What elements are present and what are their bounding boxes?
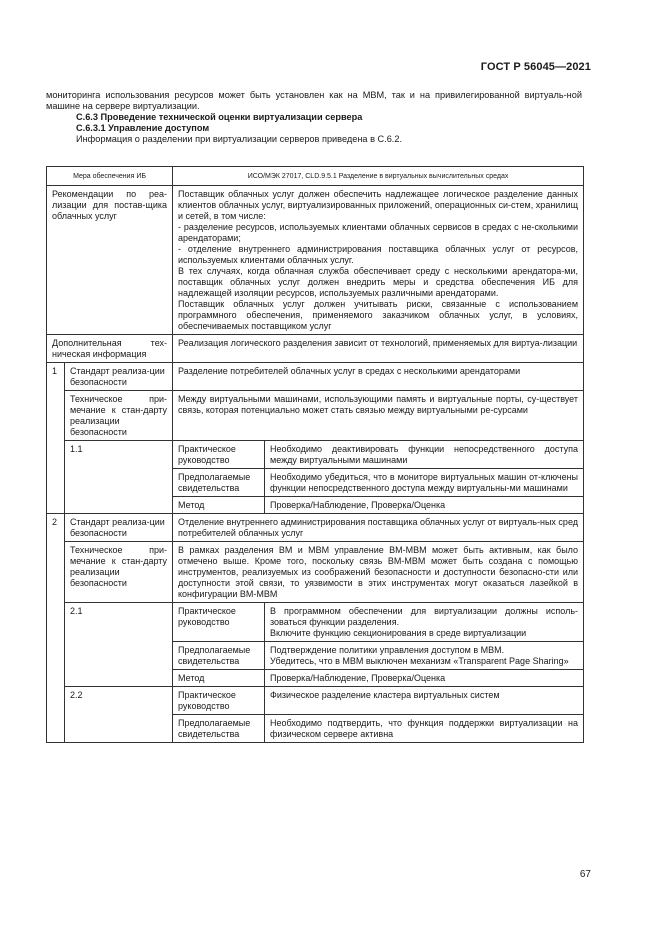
recommendations-line: - отделение внутреннего администрирования поставщика облачных услуг от ресурсов, используемых клиентами облачных услуг. <box>178 244 579 265</box>
standard-row <box>47 363 584 391</box>
additional-info-label: Дополнительная тех-ническая информация <box>47 335 173 363</box>
item-row-text: Необходимо деактивировать функции непосредственного доступа между виртуальными машинами <box>265 441 584 469</box>
tech-note-text: Между виртуальными машинами, использующими память и виртуальные порты, су-ществует связь, которая потенциально может стать связью между виртуальными ре-сурсами <box>173 391 584 441</box>
item-row-label: Метод <box>173 497 265 514</box>
item-row-text <box>265 603 584 642</box>
continuation-paragraph: мониторинга использования ресурсов может быть установлен как на МВМ, так и на привилегированной виртуаль-ной машине на сервере виртуализации. <box>46 90 582 111</box>
item-row-label: Практическое руководство <box>173 687 265 715</box>
col-header-standard: ИСО/МЭК 27017, CLD.9.5.1 Разделение в виртуальных вычислительных средах <box>173 167 584 186</box>
table-header-row <box>47 167 584 186</box>
item-row-label: Предполагаемые свидетельства <box>173 642 265 670</box>
item-row-label: Метод <box>173 670 265 687</box>
tech-note-label: Техническое при-мечание к стан-дарту реализации безопасности <box>65 391 173 441</box>
item-row-line: Убедитесь, что в МВМ выключен механизм «Transparent Page Sharing» <box>270 656 569 666</box>
intro-text <box>46 90 582 145</box>
page-number: 67 <box>579 869 591 880</box>
subsection-heading: С.6.3.1 Управление доступом <box>76 123 210 133</box>
item-row-text: Проверка/Наблюдение, Проверка/Оценка <box>265 497 584 514</box>
standard-name: Стандарт реализа-ции безопасности <box>65 363 173 391</box>
recommendations-row <box>47 186 584 335</box>
standard-text: Разделение потребителей облачных услуг в средах с несколькими арендаторами <box>173 363 584 391</box>
info-paragraph: Информация о разделении при виртуализации серверов приведена в С.6.2. <box>76 134 403 144</box>
standard-designation: ГОСТ Р 56045—2021 <box>480 61 591 73</box>
item-row <box>47 603 584 642</box>
item-row-text: Проверка/Наблюдение, Проверка/Оценка <box>265 670 584 687</box>
item-id: 2.2 <box>65 687 173 743</box>
item-id: 2.1 <box>65 603 173 687</box>
item-id: 1.1 <box>65 441 173 514</box>
standard-row <box>47 514 584 542</box>
col-header-measure: Мера обеспечения ИБ <box>47 167 173 186</box>
standard-number: 2 <box>47 514 65 743</box>
standard-name: Стандарт реализа-ции безопасности <box>65 514 173 542</box>
item-row <box>47 687 584 715</box>
additional-info-row <box>47 335 584 363</box>
item-row-label: Предполагаемые свидетельства <box>173 715 265 743</box>
standard-number: 1 <box>47 363 65 514</box>
item-row <box>47 441 584 469</box>
item-row-line: В программном обеспечении для виртуализации должны исполь-зоваться функции разделения. <box>270 606 579 627</box>
recommendations-line: - разделение ресурсов, используемых клиентами облачных сервисов в средах с не-сколькими арендаторами; <box>178 222 579 243</box>
standard-text: Отделение внутреннего администрирования поставщика облачных услуг от виртуаль-ных сред потребителей облачных услуг <box>173 514 584 542</box>
recommendations-text <box>173 186 584 335</box>
recommendations-label: Рекомендации по реа-лизации для постав-щика облачных услуг <box>47 186 173 335</box>
tech-note-row <box>47 542 584 603</box>
item-row-line: Включите функцию секционирования в среде виртуализации <box>270 628 527 638</box>
section-heading: С.6.3 Проведение технической оценки виртуализации сервера <box>76 112 363 122</box>
item-row-text: Физическое разделение кластера виртуальных систем <box>265 687 584 715</box>
item-row-text: Необходимо убедиться, что в мониторе виртуальных машин от-ключены функции непосредственного доступа между виртуальны-ми машинами <box>265 469 584 497</box>
item-row-line: Подтверждение политики управления доступом в МВМ. <box>270 645 505 655</box>
item-row-text <box>265 642 584 670</box>
item-row-label: Практическое руководство <box>173 441 265 469</box>
tech-note-label: Техническое при-мечание к стан-дарту реализации безопасности <box>65 542 173 603</box>
additional-info-text: Реализация логического разделения зависит от технологий, применяемых для виртуа-лизации <box>173 335 584 363</box>
item-row-label: Практическое руководство <box>173 603 265 642</box>
tech-note-row <box>47 391 584 441</box>
recommendations-line: Поставщик облачных услуг должен учитывать риски, связанные с использованием программного обеспечения, применяемого заказчиком облачных услуг, в условиях, обеспечиваемых поставщиком услуг <box>178 299 579 331</box>
recommendations-line: В тех случаях, когда облачная служба обеспечивает среду с несколькими арендатора-ми, поставщик облачных услуг должен внедрить меры и средства обеспечения ИБ для надлежащей изоляции ресурсов, используемых различными арендаторами. <box>178 266 579 298</box>
security-measures-table <box>46 166 584 743</box>
item-row-text: Необходимо подтвердить, что функция поддержки виртуализации на физическом сервере активна <box>265 715 584 743</box>
recommendations-line: Поставщик облачных услуг должен обеспечить надлежащее логическое разделение данных клиентов облачных услуг, виртуализированных приложений, операционных си-стем, хранилищ и сетей, в том числе: <box>178 189 579 221</box>
item-row-label: Предполагаемые свидетельства <box>173 469 265 497</box>
tech-note-text: В рамках разделения ВМ и МВМ управление ВМ-МВМ может быть активным, как было отмечено выше. Кроме того, поскольку связь ВМ-МВМ может быть создана с помощью инструментов, реализуемых из соображений безопасности и доступности безопасно-сти или доступности этой связи, то уязвимости в этих инструментах могут оказаться лазейкой в конфигурации ВМ-МВМ <box>173 542 584 603</box>
